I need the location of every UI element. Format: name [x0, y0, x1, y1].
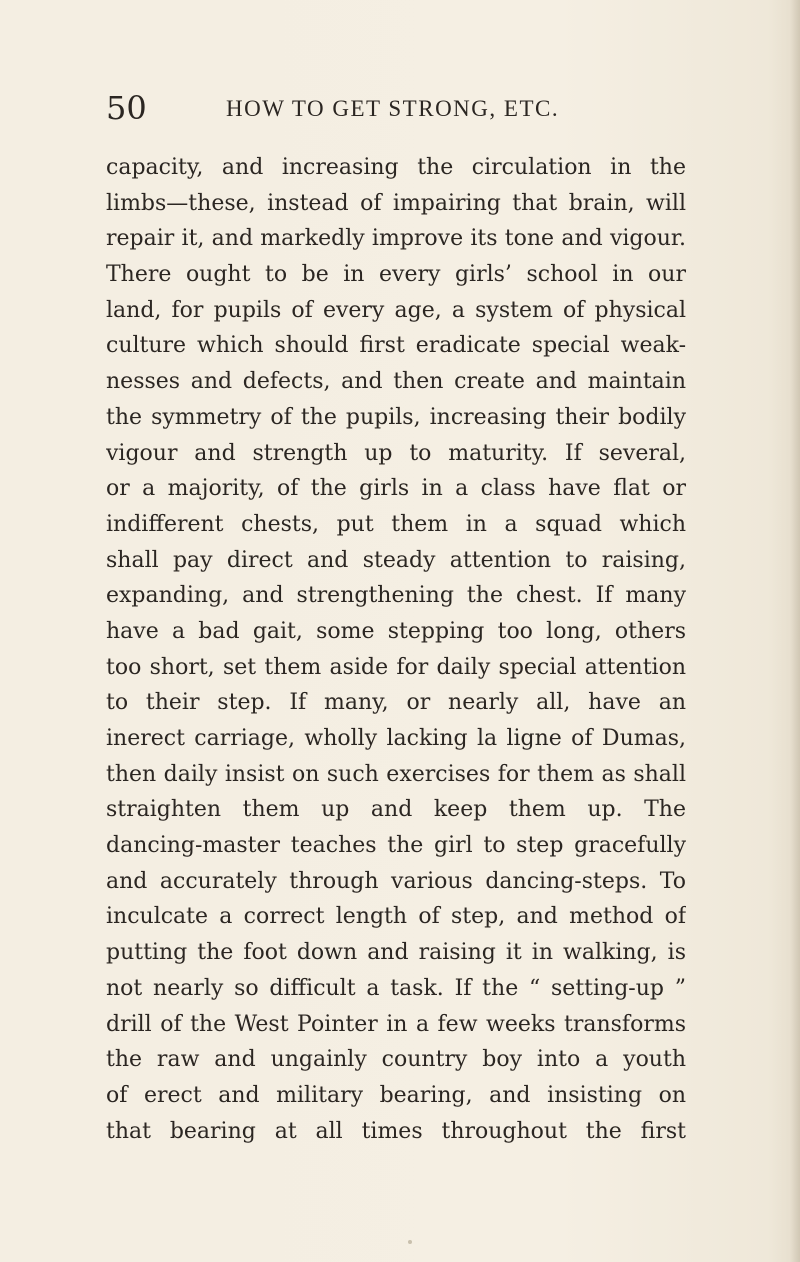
text-line: putting the foot down and raising it in walking, is [106, 940, 686, 966]
text-line: There ought to be in every girls’ school in our [106, 262, 686, 288]
paper-speck [408, 1240, 412, 1244]
text-line: not nearly so difficult a task. If the “ setting-up ” [106, 975, 686, 1001]
text-line: drill of the West Pointer in a few weeks transforms [106, 1011, 686, 1037]
text-line: dancing-master teaches the girl to step gracefully [106, 833, 686, 859]
text-line: limbs—these, instead of impairing that brain, will [106, 190, 686, 216]
text-line: shall pay direct and steady attention to raising, [106, 547, 686, 573]
text-line: straighten them up and keep them up. The [106, 797, 686, 823]
text-line: capacity, and increasing the circulation in the [106, 155, 686, 180]
text-line: vigour and strength up to maturity. If several, [106, 440, 686, 466]
body-text [106, 150, 686, 1149]
text-line: culture which should first eradicate special weak- [106, 333, 686, 359]
text-line: the symmetry of the pupils, increasing their bodily [106, 404, 686, 430]
page-edge-shadow [790, 0, 800, 1262]
text-line: the raw and ungainly country boy into a youth [106, 1047, 686, 1073]
page-number: 50 [106, 89, 147, 127]
text-line: too short, set them aside for daily special attention [106, 654, 686, 680]
text-line: and accurately through various dancing-steps. To [106, 868, 686, 894]
text-line: of erect and military bearing, and insisting on [106, 1082, 686, 1108]
text-line: nesses and defects, and then create and maintain [106, 369, 686, 395]
page-header [106, 88, 706, 128]
running-head: HOW TO GET STRONG, ETC. [226, 96, 560, 121]
text-line: indifferent chests, put them in a squad which [106, 511, 686, 537]
text-line: inerect carriage, wholly lacking la ligne of Dumas, [106, 726, 686, 751]
text-line: to their step. If many, or nearly all, have an [106, 690, 686, 716]
text-line: repair it, and markedly improve its tone and vigour. [106, 226, 686, 252]
text-line: inculcate a correct length of step, and method of [106, 904, 686, 930]
text-line: then daily insist on such exercises for them as shall [106, 761, 686, 787]
text-line: have a bad gait, some stepping too long, others [106, 618, 686, 644]
text-line: that bearing at all times throughout the first [106, 1118, 686, 1144]
text-line: or a majority, of the girls in a class have flat or [106, 476, 686, 502]
text-line: expanding, and strengthening the chest. If many [106, 583, 686, 609]
text-line: land, for pupils of every age, a system of physical [106, 297, 686, 323]
